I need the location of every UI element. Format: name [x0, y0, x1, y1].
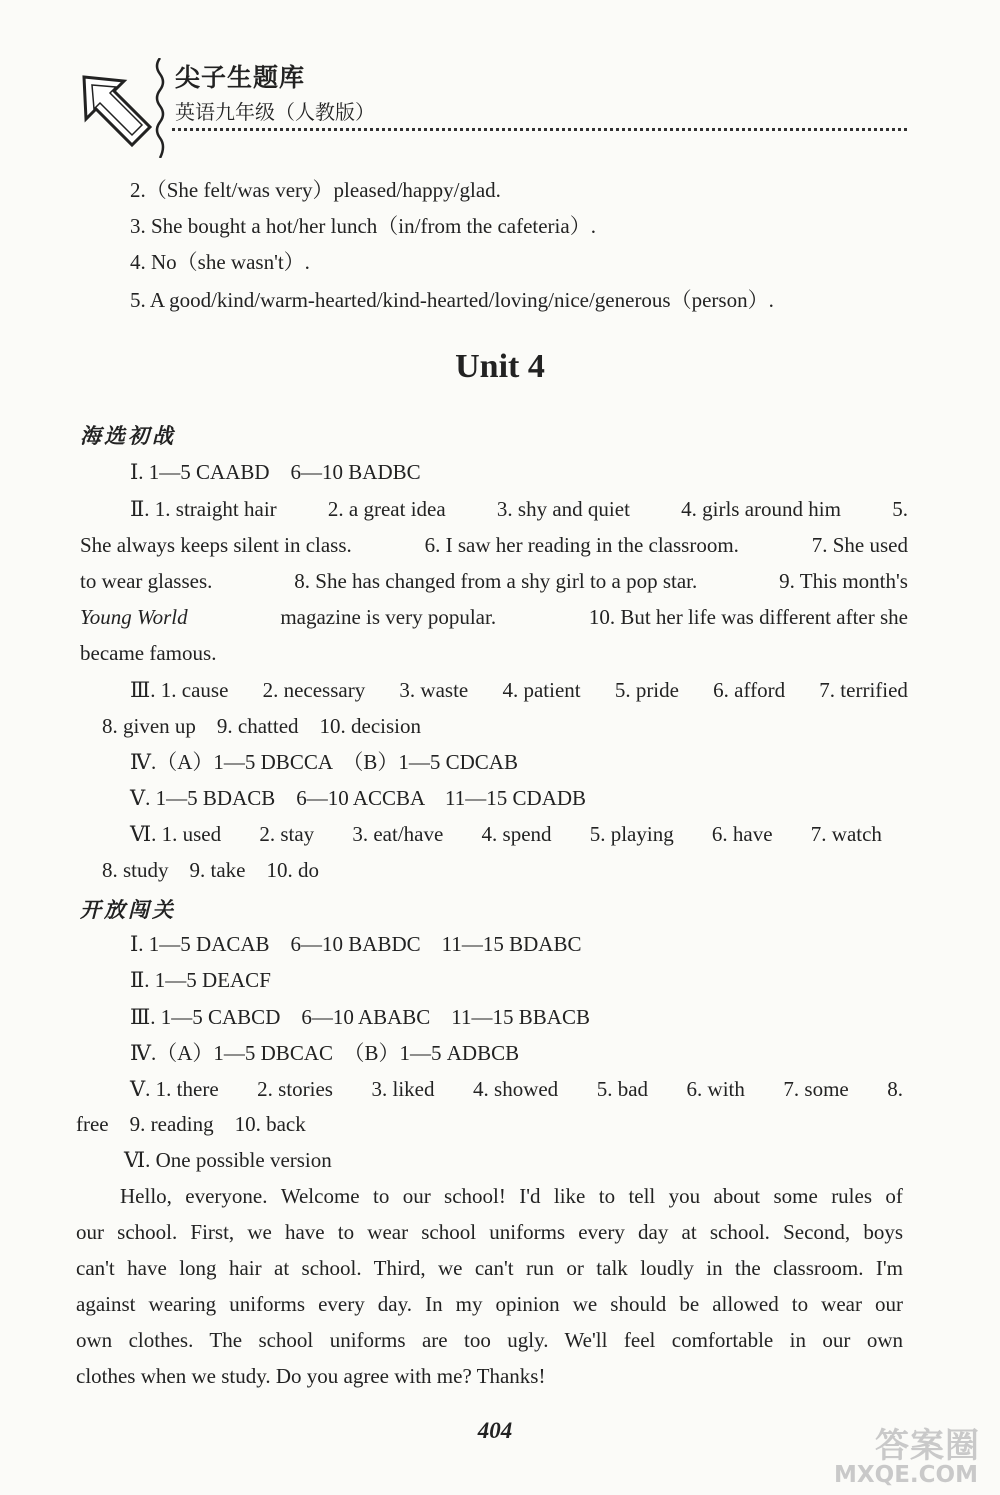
unit-title: Unit 4: [455, 348, 545, 385]
answer-line: 8. study 9. take 10. do: [102, 858, 319, 882]
essay-line: own clothes. The school uniforms are too ugly. We'll feel comfortable in our own: [76, 1328, 903, 1352]
header-divider: [172, 128, 907, 131]
answer-line: Ⅵ. 1. used 2. stay 3. eat/have 4. spend 5. playing 6. have 7. watch: [130, 822, 882, 846]
essay-line: Hello, everyone. Welcome to our school! I'd like to tell you about some rules of: [120, 1184, 903, 1208]
answer-line: Ⅲ. 1—5 CABCD 6—10 ABABC 11—15 BBACB: [130, 1005, 590, 1029]
essay-line: can't have long hair at school. Third, we can't run or talk loudly in the classroom. I'm: [76, 1256, 903, 1280]
answer-line: 5. A good/kind/warm-hearted/kind-hearted/loving/nice/generous（person）.: [130, 288, 774, 312]
answer-line: 4. No（she wasn't）.: [130, 250, 310, 274]
section-title: 海选初战: [80, 424, 176, 448]
book-subtitle: 英语九年级（人教版）: [175, 100, 375, 124]
answer-line: Ⅰ. 1—5 CAABD 6—10 BADBC: [130, 460, 421, 484]
answer-line: Ⅰ. 1—5 DACAB 6—10 BABDC 11—15 BDABC: [130, 932, 582, 956]
arrow-logo-icon: [82, 75, 152, 155]
answer-line: Young World magazine is very popular. 10. But her life was different after she: [80, 605, 908, 629]
page-number: 404: [477, 1418, 513, 1443]
essay-line: clothes when we study. Do you agree with me? Thanks!: [76, 1364, 546, 1388]
answer-line: Ⅱ. 1. straight hair 2. a great idea 3. shy and quiet 4. girls around him 5.: [130, 497, 908, 521]
answer-line: 8. given up 9. chatted 10. decision: [102, 714, 422, 738]
essay-line: our school. First, we have to wear school uniforms every day at school. Second, boys: [76, 1220, 903, 1244]
answer-line: to wear glasses. 8. She has changed from a shy girl to a pop star. 9. This month's: [80, 569, 908, 593]
brace-decoration-icon: [152, 58, 166, 158]
page-header: [0, 0, 1000, 165]
watermark-url: MXQE.COM: [834, 1462, 978, 1488]
answer-line: Ⅴ. 1. there 2. stories 3. liked 4. showed 5. bad 6. with 7. some 8.: [130, 1077, 903, 1101]
answer-line: free 9. reading 10. back: [76, 1112, 306, 1136]
watermark-logo: 答案圈: [875, 1426, 980, 1466]
book-title: 尖子生题库: [175, 63, 306, 92]
section-title: 开放闯关: [80, 898, 176, 922]
answer-line: 2.（She felt/was very）pleased/happy/glad.: [130, 178, 501, 202]
essay-line: against wearing uniforms every day. In my opinion we should be allowed to wear our: [76, 1292, 903, 1316]
answer-line: Ⅱ. 1—5 DEACF: [130, 968, 271, 992]
answer-line: Ⅴ. 1—5 BDACB 6—10 ACCBA 11—15 CDADB: [130, 786, 587, 810]
answer-line: Ⅲ. 1. cause 2. necessary 3. waste 4. patient 5. pride 6. afford 7. terrified: [130, 678, 908, 702]
answer-line: She always keeps silent in class. 6. I saw her reading in the classroom. 7. She used: [80, 533, 908, 557]
answer-line: Ⅵ. One possible version: [124, 1148, 332, 1172]
answer-line: 3. She bought a hot/her lunch（in/from the cafeteria）.: [130, 214, 596, 238]
answer-line: became famous.: [80, 641, 217, 665]
answer-line: Ⅳ.（A）1—5 DBCAC （B）1—5 ADBCB: [130, 1041, 520, 1065]
magazine-name: Young World: [80, 605, 188, 629]
answer-line: Ⅳ.（A）1—5 DBCCA （B）1—5 CDCAB: [130, 750, 518, 774]
